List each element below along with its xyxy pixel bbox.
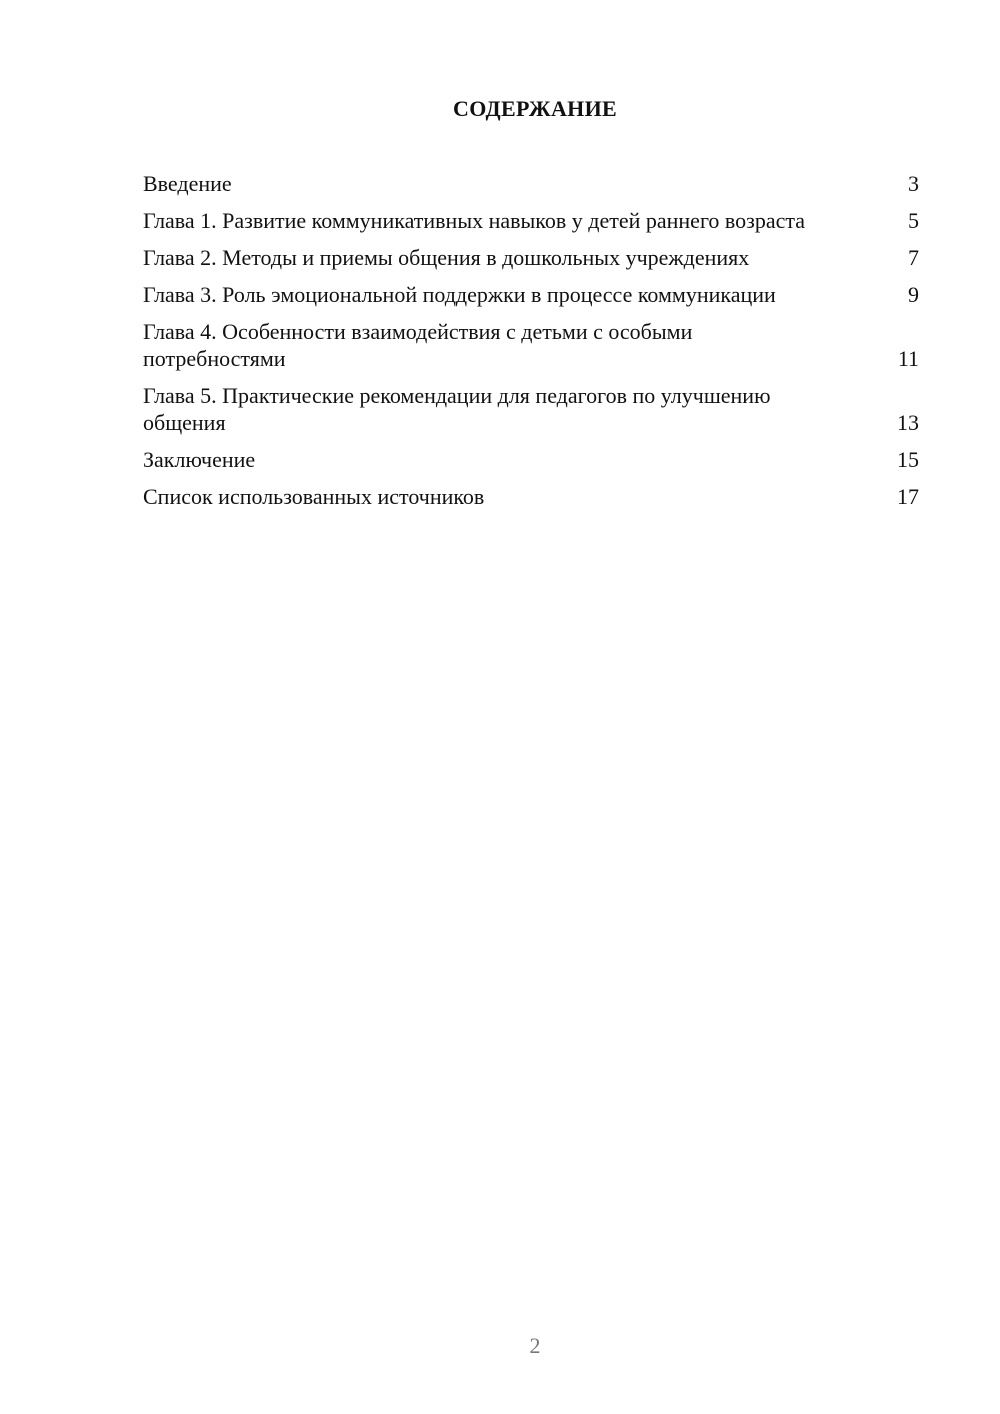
toc-entry-text: Список использованных источников: [143, 484, 485, 509]
toc-entry-chapter-3: [143, 281, 919, 308]
toc-entry-page: 15: [897, 447, 919, 472]
toc-entry-chapter-1: [143, 207, 919, 234]
toc-entry-page: 9: [908, 282, 919, 307]
toc-entry-chapter-4: [143, 318, 919, 372]
toc-entry-page: 7: [908, 245, 919, 270]
page-title: СОДЕРЖАНИЕ: [453, 96, 617, 121]
toc-entry-text: Заключение: [143, 447, 256, 472]
toc-entry-page: 5: [908, 208, 919, 233]
toc-entry-references: [143, 483, 919, 510]
toc-entry-text: Введение: [143, 171, 232, 196]
toc-entry-page: 11: [897, 346, 919, 371]
page-number: 2: [529, 1333, 541, 1358]
toc-entry-introduction: [143, 170, 919, 197]
toc-entry-page: 17: [897, 484, 919, 509]
toc-entry-text: Глава 2. Методы и приемы общения в дошкольных учреждениях: [143, 245, 750, 270]
toc-entry-text: Глава 4. Особенности взаимодействия с детьми с особыми потребностями: [143, 319, 693, 371]
toc-entry-conclusion: [143, 446, 919, 473]
toc-entry-chapter-5: [143, 382, 919, 436]
toc-entry-text: Глава 5. Практические рекомендации для педагогов по улучшению общения: [143, 383, 771, 435]
toc-entry-text: Глава 1. Развитие коммуникативных навыков у детей раннего возраста: [143, 208, 806, 233]
toc-entry-page: 13: [897, 410, 919, 435]
toc-entry-text: Глава 3. Роль эмоциональной поддержки в процессе коммуникации: [143, 282, 776, 307]
toc-entry-chapter-2: [143, 244, 919, 271]
table-of-contents: [143, 170, 919, 520]
toc-entry-page: 3: [908, 171, 919, 196]
